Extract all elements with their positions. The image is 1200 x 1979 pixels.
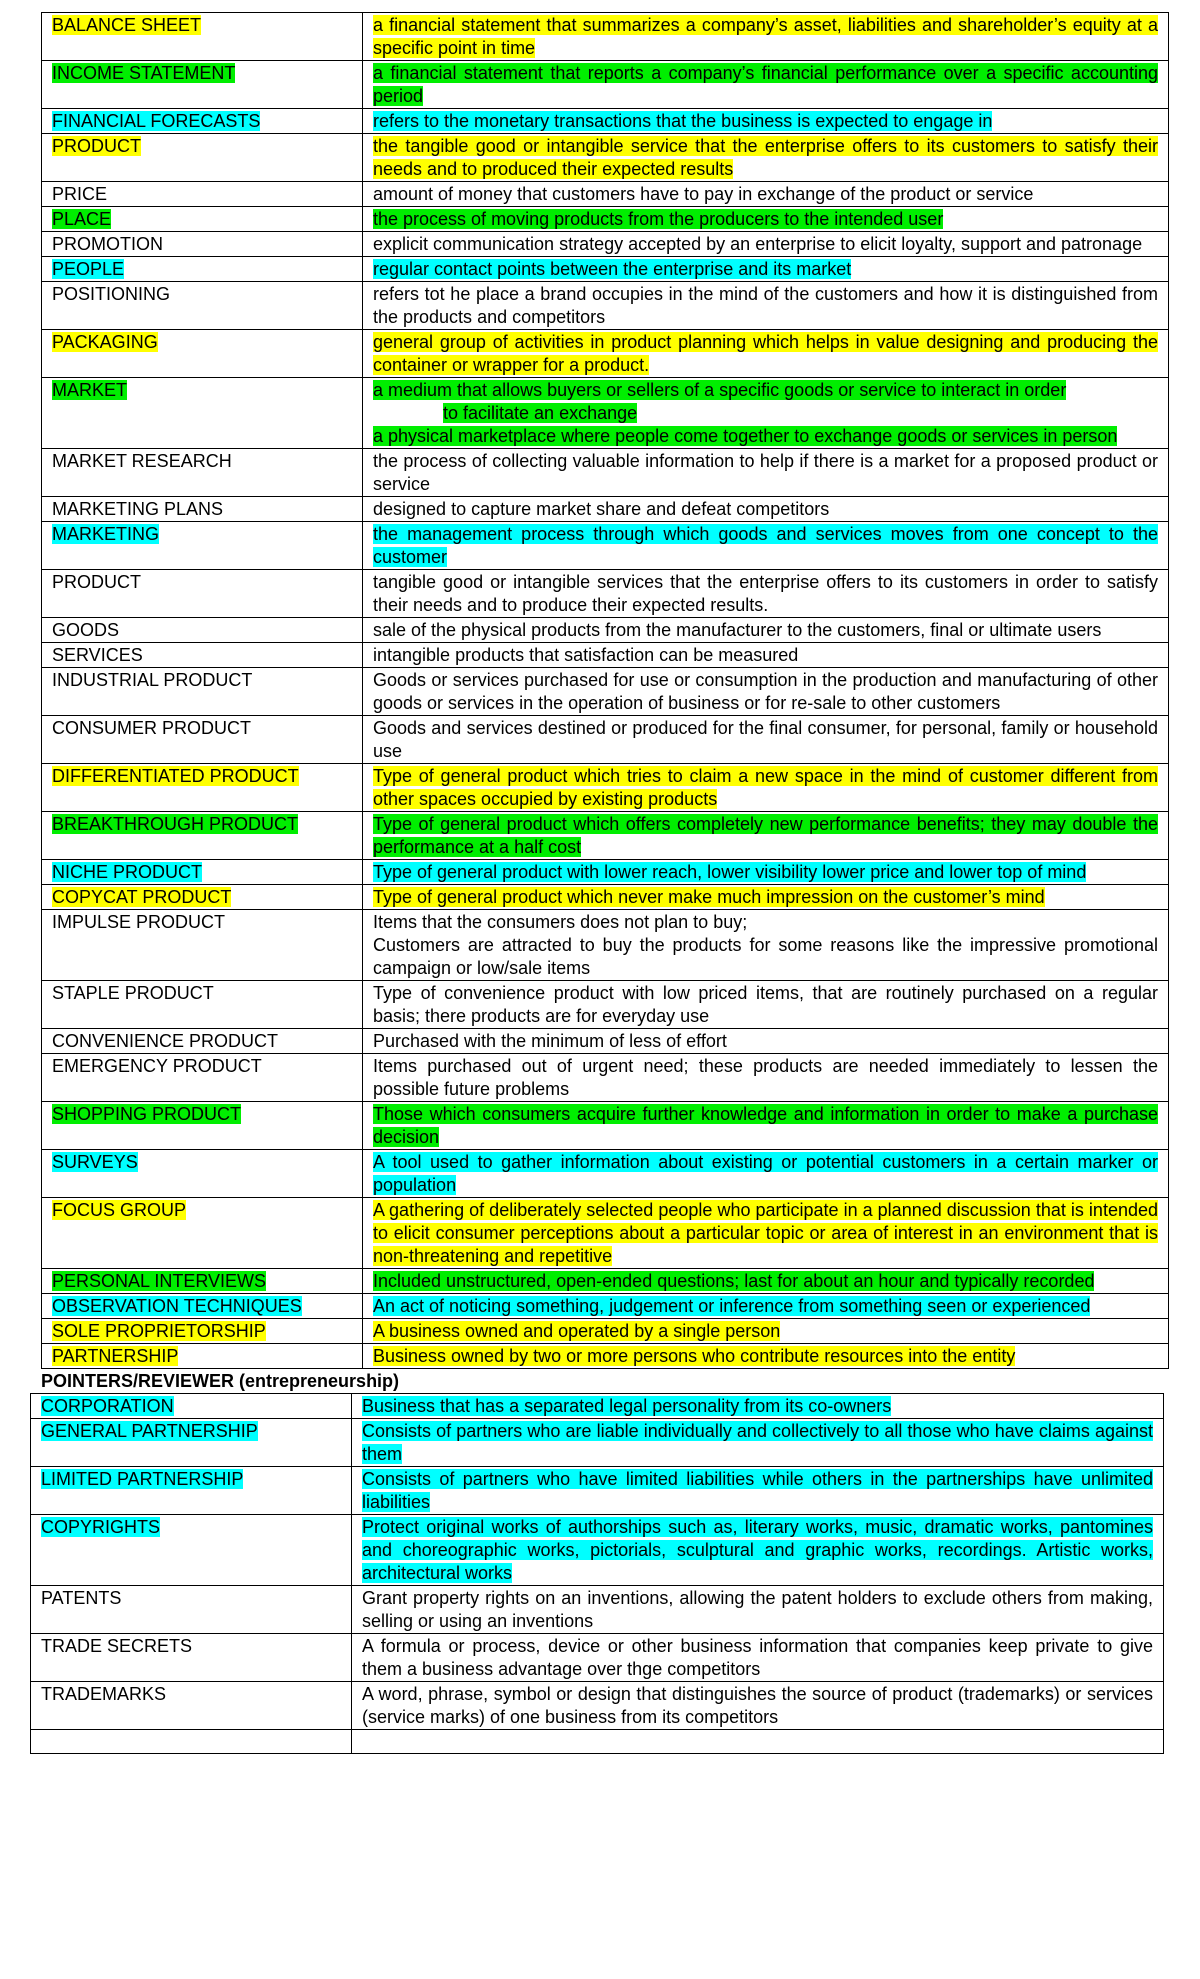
definition-cell bbox=[352, 1682, 1164, 1730]
definition-cell bbox=[352, 1394, 1164, 1419]
definition-cell bbox=[363, 1344, 1169, 1369]
table-row bbox=[31, 1467, 1164, 1515]
definition-text: Business that has a separated legal personality from its co-owners bbox=[362, 1396, 892, 1416]
table-row bbox=[42, 134, 1169, 182]
table-row bbox=[31, 1394, 1164, 1419]
definition-cell bbox=[363, 764, 1169, 812]
term-label: OBSERVATION TECHNIQUES bbox=[52, 1296, 302, 1316]
definition-text: Protect original works of authorships such as, literary works, music, dramatic works, pantomines and choreographic works, pictorials, sculptural and graphic works, recordings. Artistic works, architectural works bbox=[362, 1517, 1153, 1583]
definition-text: A gathering of deliberately selected people who participate in a planned discussion that is intended to elicit consumer perceptions about a particular topic or area of interest in an environment that is non-threatening and repetitive bbox=[373, 1200, 1158, 1266]
definition-text: Items purchased out of urgent need; these products are needed immediately to lessen the possible future problems bbox=[373, 1056, 1158, 1099]
definition-text: sale of the physical products from the manufacturer to the customers, final or ultimate users bbox=[373, 620, 1102, 640]
definition-text: Purchased with the minimum of less of effort bbox=[373, 1031, 727, 1051]
term-cell bbox=[42, 981, 363, 1029]
term-label: SOLE PROPRIETORSHIP bbox=[52, 1321, 266, 1341]
term-cell bbox=[42, 330, 363, 378]
definition-cell bbox=[363, 910, 1169, 981]
table-row bbox=[42, 910, 1169, 981]
definition-cell bbox=[363, 522, 1169, 570]
definition-text: Grant property rights on an inventions, allowing the patent holders to exclude others from making, selling or using an inventions bbox=[362, 1588, 1153, 1631]
definition-text: A business owned and operated by a single person bbox=[373, 1321, 781, 1341]
term-label: TRADE SECRETS bbox=[41, 1636, 193, 1656]
table-row bbox=[42, 378, 1169, 449]
table-row bbox=[42, 981, 1169, 1029]
definition-text: Goods or services purchased for use or consumption in the production and manufacturing of other goods or services in the operation of business or for re-sale to other customers bbox=[373, 670, 1158, 713]
term-label: PRICE bbox=[52, 184, 108, 204]
term-cell bbox=[42, 1198, 363, 1269]
term-label: PEOPLE bbox=[52, 259, 125, 279]
definition-cell bbox=[363, 1054, 1169, 1102]
table-row bbox=[42, 1269, 1169, 1294]
definition-text: Type of general product which never make much impression on the customer’s mind bbox=[373, 887, 1045, 907]
glossary-table-1 bbox=[41, 12, 1169, 1369]
term-label: SURVEYS bbox=[52, 1152, 138, 1172]
term-cell bbox=[31, 1515, 352, 1586]
term-cell bbox=[42, 182, 363, 207]
term-cell bbox=[42, 232, 363, 257]
term-label: PRODUCT bbox=[52, 136, 141, 156]
table-row bbox=[42, 330, 1169, 378]
definition-text: explicit communication strategy accepted by an enterprise to elicit loyalty, support and patronage bbox=[373, 234, 1143, 254]
definition-cell bbox=[363, 643, 1169, 668]
term-cell bbox=[42, 1054, 363, 1102]
term-cell bbox=[42, 282, 363, 330]
table-row bbox=[31, 1634, 1164, 1682]
table-row bbox=[42, 1029, 1169, 1054]
table-row bbox=[42, 860, 1169, 885]
term-cell bbox=[42, 910, 363, 981]
term-label: BALANCE SHEET bbox=[52, 15, 202, 35]
table-row bbox=[42, 1344, 1169, 1369]
definition-cell bbox=[363, 1102, 1169, 1150]
definition-cell bbox=[363, 61, 1169, 109]
table-row bbox=[42, 618, 1169, 643]
definition-text: Items that the consumers does not plan to buy; bbox=[373, 912, 748, 932]
term-label: GENERAL PARTNERSHIP bbox=[41, 1421, 258, 1441]
definition-text: intangible products that satisfaction can be measured bbox=[373, 645, 799, 665]
term-label: PROMOTION bbox=[52, 234, 163, 254]
definition-cell bbox=[363, 812, 1169, 860]
term-label: CONVENIENCE PRODUCT bbox=[52, 1031, 279, 1051]
definition-text: a financial statement that summarizes a company’s asset, liabilities and shareholder’s equity at a specific point in time bbox=[373, 15, 1158, 58]
table-row bbox=[42, 257, 1169, 282]
table-row bbox=[42, 1054, 1169, 1102]
definition-text: Type of general product which offers completely new performance benefits; they may double the performance at a half cost bbox=[373, 814, 1158, 857]
term-cell bbox=[31, 1586, 352, 1634]
term-label: POSITIONING bbox=[52, 284, 171, 304]
table-row bbox=[42, 497, 1169, 522]
definition-text: A formula or process, device or other business information that companies keep private to give them a business advantage over thge competitors bbox=[362, 1636, 1153, 1679]
term-cell bbox=[31, 1634, 352, 1682]
term-label: PATENTS bbox=[41, 1588, 122, 1608]
definition-cell bbox=[363, 1269, 1169, 1294]
term-cell bbox=[42, 618, 363, 643]
term-label: INCOME STATEMENT bbox=[52, 63, 236, 83]
definition-text: a medium that allows buyers or sellers of a specific goods or service to interact in order bbox=[373, 380, 1067, 400]
table-row bbox=[42, 109, 1169, 134]
term-label: MARKET RESEARCH bbox=[52, 451, 232, 471]
term-cell bbox=[42, 764, 363, 812]
definition-cell bbox=[363, 1319, 1169, 1344]
term-cell bbox=[31, 1394, 352, 1419]
definition-text: refers to the monetary transactions that the business is expected to engage in bbox=[373, 111, 993, 131]
term-label: CORPORATION bbox=[41, 1396, 174, 1416]
term-label: STAPLE PRODUCT bbox=[52, 983, 214, 1003]
term-cell bbox=[31, 1730, 352, 1754]
table-row bbox=[42, 282, 1169, 330]
term-label: FINANCIAL FORECASTS bbox=[52, 111, 261, 131]
term-cell bbox=[42, 497, 363, 522]
definition-text: Consists of partners who are liable individually and collectively to all those who have claims against them bbox=[362, 1421, 1153, 1464]
term-cell bbox=[42, 449, 363, 497]
definition-text: the process of moving products from the producers to the intended user bbox=[373, 209, 944, 229]
table-row bbox=[42, 716, 1169, 764]
definition-cell bbox=[363, 981, 1169, 1029]
term-cell bbox=[42, 1319, 363, 1344]
term-label: NICHE PRODUCT bbox=[52, 862, 203, 882]
definition-cell bbox=[363, 134, 1169, 182]
table-row bbox=[42, 1150, 1169, 1198]
definition-text: Type of general product with lower reach, lower visibility lower price and lower top of mind bbox=[373, 862, 1087, 882]
term-label: DIFFERENTIATED PRODUCT bbox=[52, 766, 299, 786]
definition-cell bbox=[352, 1586, 1164, 1634]
term-label: MARKET bbox=[52, 380, 128, 400]
definition-text: the process of collecting valuable information to help if there is a market for a proposed product or service bbox=[373, 451, 1158, 494]
definition-text: A tool used to gather information about existing or potential customers in a certain marker or population bbox=[373, 1152, 1158, 1195]
table-row bbox=[42, 13, 1169, 61]
term-cell bbox=[42, 378, 363, 449]
definition-text-continued: to facilitate an exchange bbox=[443, 403, 638, 423]
definition-text-continued: Customers are attracted to buy the products for some reasons like the impressive promotional campaign or low/sale items bbox=[373, 935, 1158, 978]
definition-text: A word, phrase, symbol or design that distinguishes the source of product (trademarks) or services (service marks) of one business from its competitors bbox=[362, 1684, 1153, 1727]
term-label: CONSUMER PRODUCT bbox=[52, 718, 252, 738]
definition-cell bbox=[363, 182, 1169, 207]
term-cell bbox=[42, 570, 363, 618]
term-cell bbox=[42, 522, 363, 570]
term-label: TRADEMARKS bbox=[41, 1684, 167, 1704]
term-label: PARTNERSHIP bbox=[52, 1346, 179, 1366]
term-cell bbox=[42, 812, 363, 860]
definition-cell bbox=[363, 1029, 1169, 1054]
table-row bbox=[31, 1515, 1164, 1586]
table-row bbox=[42, 207, 1169, 232]
term-cell bbox=[42, 668, 363, 716]
term-label: BREAKTHROUGH PRODUCT bbox=[52, 814, 299, 834]
term-cell bbox=[31, 1682, 352, 1730]
definition-cell bbox=[363, 497, 1169, 522]
term-label: IMPULSE PRODUCT bbox=[52, 912, 226, 932]
term-label: PERSONAL INTERVIEWS bbox=[52, 1271, 267, 1291]
table-row bbox=[42, 61, 1169, 109]
term-label: PRODUCT bbox=[52, 572, 141, 592]
term-label: COPYCAT PRODUCT bbox=[52, 887, 232, 907]
table-row bbox=[31, 1419, 1164, 1467]
definition-text: the management process through which goods and services moves from one concept to the customer bbox=[373, 524, 1158, 567]
definition-text: amount of money that customers have to pay in exchange of the product or service bbox=[373, 184, 1034, 204]
term-cell bbox=[31, 1419, 352, 1467]
definition-cell bbox=[363, 716, 1169, 764]
term-label: EMERGENCY PRODUCT bbox=[52, 1056, 262, 1076]
definition-text: refers tot he place a brand occupies in the mind of the customers and how it is distinguished from the products and competitors bbox=[373, 284, 1158, 327]
term-label: COPYRIGHTS bbox=[41, 1517, 161, 1537]
definition-cell bbox=[363, 885, 1169, 910]
term-cell bbox=[42, 1029, 363, 1054]
definition-text: Type of general product which tries to claim a new space in the mind of customer different from other spaces occupied by existing products bbox=[373, 766, 1158, 809]
table-row bbox=[42, 1294, 1169, 1319]
table-row bbox=[42, 1198, 1169, 1269]
definition-text: general group of activities in product planning which helps in value designing and producing the container or wrapper for a product. bbox=[373, 332, 1158, 375]
term-cell bbox=[42, 61, 363, 109]
term-label: PLACE bbox=[52, 209, 112, 229]
definition-cell bbox=[363, 1198, 1169, 1269]
definition-cell bbox=[363, 13, 1169, 61]
term-cell bbox=[42, 1269, 363, 1294]
definition-cell bbox=[363, 1294, 1169, 1319]
definition-cell bbox=[352, 1515, 1164, 1586]
definition-cell bbox=[352, 1467, 1164, 1515]
definition-cell bbox=[363, 668, 1169, 716]
definition-text: Those which consumers acquire further knowledge and information in order to make a purchase decision bbox=[373, 1104, 1158, 1147]
table-row bbox=[42, 449, 1169, 497]
term-cell bbox=[42, 1294, 363, 1319]
definition-text: the tangible good or intangible service that the enterprise offers to its customers to satisfy their needs and to produced their expected results bbox=[373, 136, 1158, 179]
term-cell bbox=[31, 1467, 352, 1515]
table-row bbox=[31, 1586, 1164, 1634]
glossary-table-2 bbox=[30, 1393, 1164, 1754]
definition-text: regular contact points between the enterprise and its market bbox=[373, 259, 852, 279]
definition-cell bbox=[363, 257, 1169, 282]
term-label: INDUSTRIAL PRODUCT bbox=[52, 670, 253, 690]
definition-text: An act of noticing something, judgement or inference from something seen or experienced bbox=[373, 1296, 1091, 1316]
term-cell bbox=[42, 13, 363, 61]
definition-cell bbox=[363, 232, 1169, 257]
term-cell bbox=[42, 207, 363, 232]
term-label: MARKETING PLANS bbox=[52, 499, 224, 519]
section-heading: POINTERS/REVIEWER (entrepreneurship) bbox=[41, 1371, 400, 1391]
table-row bbox=[31, 1730, 1164, 1754]
definition-cell bbox=[363, 378, 1169, 449]
definition-cell bbox=[363, 282, 1169, 330]
table-row bbox=[42, 643, 1169, 668]
definition-cell bbox=[352, 1419, 1164, 1467]
term-cell bbox=[42, 134, 363, 182]
table-row bbox=[42, 232, 1169, 257]
table-row bbox=[42, 182, 1169, 207]
definition-cell bbox=[352, 1634, 1164, 1682]
term-label: FOCUS GROUP bbox=[52, 1200, 187, 1220]
definition-text: designed to capture market share and defeat competitors bbox=[373, 499, 830, 519]
definition-text: Goods and services destined or produced for the final consumer, for personal, family or household use bbox=[373, 718, 1158, 761]
definition-text: Business owned by two or more persons who contribute resources into the entity bbox=[373, 1346, 1016, 1366]
table-row bbox=[42, 885, 1169, 910]
term-label: GOODS bbox=[52, 620, 120, 640]
definition-cell bbox=[352, 1730, 1164, 1754]
table-row bbox=[42, 570, 1169, 618]
term-cell bbox=[42, 860, 363, 885]
definition-cell bbox=[363, 570, 1169, 618]
definition-text-alternate: a physical marketplace where people come together to exchange goods or services in person bbox=[373, 426, 1118, 446]
definition-cell bbox=[363, 207, 1169, 232]
definition-cell bbox=[363, 1150, 1169, 1198]
definition-cell bbox=[363, 860, 1169, 885]
definition-cell bbox=[363, 109, 1169, 134]
term-cell bbox=[42, 1102, 363, 1150]
table-row bbox=[42, 1102, 1169, 1150]
term-label: SERVICES bbox=[52, 645, 143, 665]
term-label: PACKAGING bbox=[52, 332, 158, 352]
table-row bbox=[42, 522, 1169, 570]
definition-text: a financial statement that reports a company’s financial performance over a specific accounting period bbox=[373, 63, 1158, 106]
definition-text: tangible good or intangible services that the enterprise offers to its customers in order to satisfy their needs and to produce their expected results. bbox=[373, 572, 1158, 615]
definition-cell bbox=[363, 330, 1169, 378]
term-cell bbox=[42, 257, 363, 282]
definition-cell bbox=[363, 618, 1169, 643]
term-label: SHOPPING PRODUCT bbox=[52, 1104, 242, 1124]
term-label: LIMITED PARTNERSHIP bbox=[41, 1469, 244, 1489]
term-cell bbox=[42, 109, 363, 134]
table-row bbox=[42, 764, 1169, 812]
term-cell bbox=[42, 716, 363, 764]
term-cell bbox=[42, 885, 363, 910]
definition-text: Consists of partners who have limited liabilities while others in the partnerships have unlimited liabilities bbox=[362, 1469, 1153, 1512]
table-row bbox=[31, 1682, 1164, 1730]
term-cell bbox=[42, 1344, 363, 1369]
definition-cell bbox=[363, 449, 1169, 497]
table-row bbox=[42, 812, 1169, 860]
table-row bbox=[42, 668, 1169, 716]
term-cell bbox=[42, 643, 363, 668]
term-cell bbox=[42, 1150, 363, 1198]
definition-text: Included unstructured, open-ended questions; last for about an hour and typically recorded bbox=[373, 1271, 1095, 1291]
term-label: MARKETING bbox=[52, 524, 160, 544]
definition-text: Type of convenience product with low priced items, that are routinely purchased on a regular basis; there products are for everyday use bbox=[373, 983, 1158, 1026]
table-row bbox=[42, 1319, 1169, 1344]
